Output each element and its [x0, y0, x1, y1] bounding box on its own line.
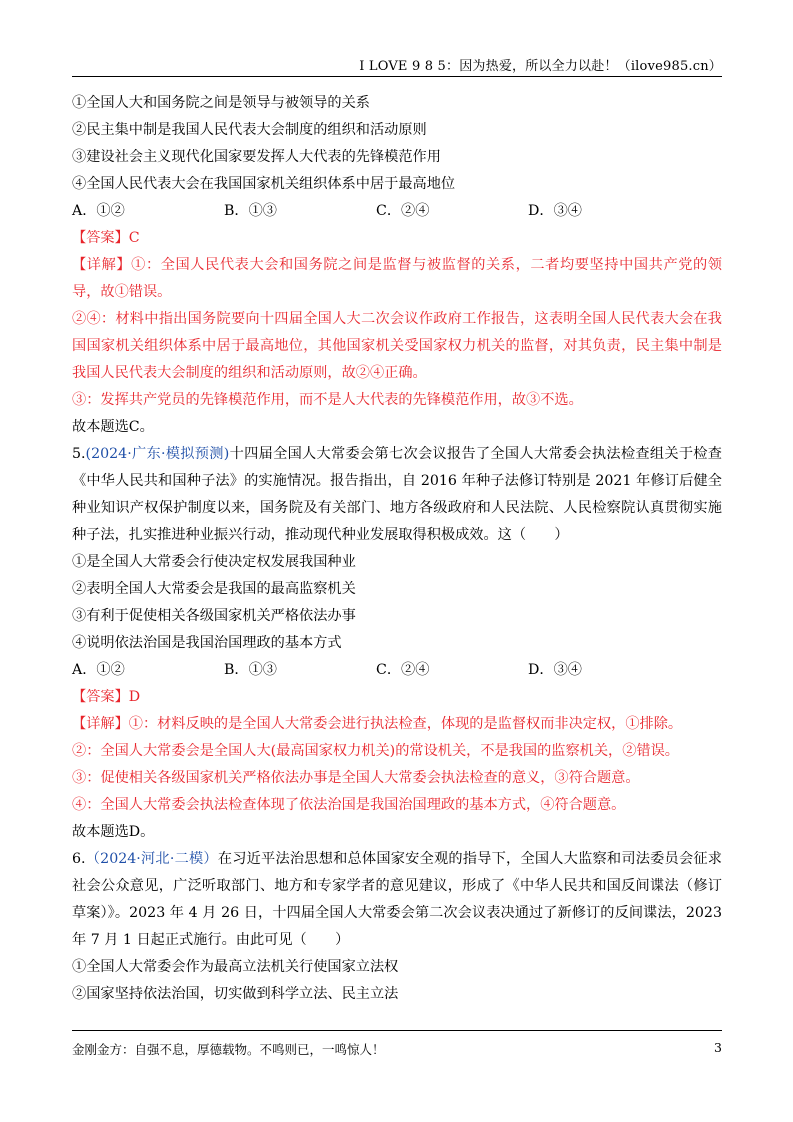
explanation-1	[72, 252, 722, 306]
question-source: （2024·河北·二模）	[85, 851, 218, 867]
option-d: D．③④	[528, 662, 582, 678]
option-a: A．①②	[72, 203, 125, 219]
statement-2: ②国家坚持依法治国，切实做到科学立法、民主立法	[72, 986, 399, 1002]
option-a: A．①②	[72, 662, 125, 678]
question-number: 5.	[72, 446, 86, 462]
footer-motto: 金刚金方：自强不息，厚德载物。不鸣则已，一鸣惊人！	[72, 1042, 385, 1057]
explanation-3: ③：发挥共产党员的先锋模范作用，而不是人大代表的先锋模范作用，故③不选。	[72, 392, 583, 408]
statement-2: ②表明全国人大常委会是我国的最高监察机关	[72, 581, 356, 597]
answer-label: 【答案】C	[72, 230, 140, 246]
question-text: 在习近平法治思想和总体国家安全观的指导下，全国人大监察和司法委员会征求社会公众意见，广泛听取部门、地方和专家学者的意见建议，形成了《中华人民共和国反间谍法（修订草案）》。2023 年 4 月 26 日，十四届全国人大常委会第二次会议表决通过了新修订的反间谍法，2023 年 7 月 1 日起正式施行。由此可见（ ）	[72, 851, 722, 948]
answer-options	[72, 657, 722, 684]
explanation-tag: 【详解】	[72, 257, 132, 273]
question-6-stem	[72, 846, 722, 954]
question-number: 6.	[72, 851, 86, 867]
conclusion: 故本题选C。	[72, 419, 154, 435]
statement-1: ①全国人大和国务院之间是领导与被领导的关系	[72, 95, 370, 111]
conclusion: 故本题选D。	[72, 824, 155, 840]
statement-4: ④全国人民代表大会在我国国家机关组织体系中居于最高地位	[72, 176, 456, 192]
statement-2: ②民主集中制是我国人民代表大会制度的组织和活动原则	[72, 122, 427, 138]
statement-3: ③建设社会主义现代化国家要发挥人大代表的先锋模范作用	[72, 149, 441, 165]
statement-4: ④说明依法治国是我国治国理政的基本方式	[72, 635, 342, 651]
option-c: C．②④	[376, 662, 430, 678]
answer-label: 【答案】D	[72, 689, 141, 705]
question-5-stem	[72, 441, 722, 549]
statement-1: ①全国人大常委会作为最高立法机关行使国家立法权	[72, 959, 399, 975]
option-c: C．②④	[376, 203, 430, 219]
statement-1: ①是全国人大常委会行使决定权发展我国种业	[72, 554, 356, 570]
explanation-4: ④：全国人大常委会执法检查体现了依法治国是我国治国理政的基本方式，④符合题意。	[72, 797, 626, 813]
option-b: B．①③	[224, 662, 277, 678]
explanation-text: ①：全国人民代表大会和国务院之间是监督与被监督的关系，二者均要坚持中国共产党的领导，故①错误。	[72, 257, 722, 300]
option-b: B．①③	[224, 203, 277, 219]
explanation-2: ②④：材料中指出国务院要向十四届全国人大二次会议作政府工作报告，这表明全国人民代表大会在我国国家机关组织体系中居于最高地位，其他国家机关受国家权力机关的监督，对其负责，民主集中制是我国人民代表大会制度的组织和活动原则，故②④正确。	[72, 311, 722, 381]
question-source: (2024·广东·模拟预测)	[85, 446, 230, 462]
explanation-3: ③：促使相关各级国家机关严格依法办事是全国人大常委会执法检查的意义，③符合题意。	[72, 770, 640, 786]
question-text: 十四届全国人大常委会第七次会议报告了全国人大常委会执法检查组关于检查《中华人民共和国种子法》的实施情况。报告指出，自 2016 年种子法修订特别是 2021 年修订后健全种业知识产权保护制度以来，国务院及有关部门、地方各级政府和人民法院、人民检察院认真贯彻实施种子法，扎实推进种业振兴行动，推动现代种业发展取得积极成效。这（ ）	[72, 446, 722, 543]
answer-options	[72, 198, 722, 225]
explanation-tag: 【详解】	[72, 716, 129, 732]
page-number: 3	[714, 1040, 722, 1055]
explanation-2: ②：全国人大常委会是全国人大(最高国家权力机关)的常设机关，不是我国的监察机关，②错误。	[72, 743, 679, 759]
option-d: D．③④	[528, 203, 582, 219]
footer-rule	[72, 1030, 722, 1031]
statement-3: ③有利于促使相关各级国家机关严格依法办事	[72, 608, 356, 624]
explanation-1	[72, 711, 722, 738]
explanation-text: ①：材料反映的是全国人大常委会进行执法检查，体现的是监督权而非决定权，①排除。	[128, 716, 683, 732]
page-footer	[72, 1040, 722, 1058]
page-header: I LOVE 9 8 5：因为热爱，所以全力以赴！（ilove985.cn）	[359, 59, 722, 74]
header-rule	[72, 76, 722, 77]
page-content	[72, 90, 722, 1008]
